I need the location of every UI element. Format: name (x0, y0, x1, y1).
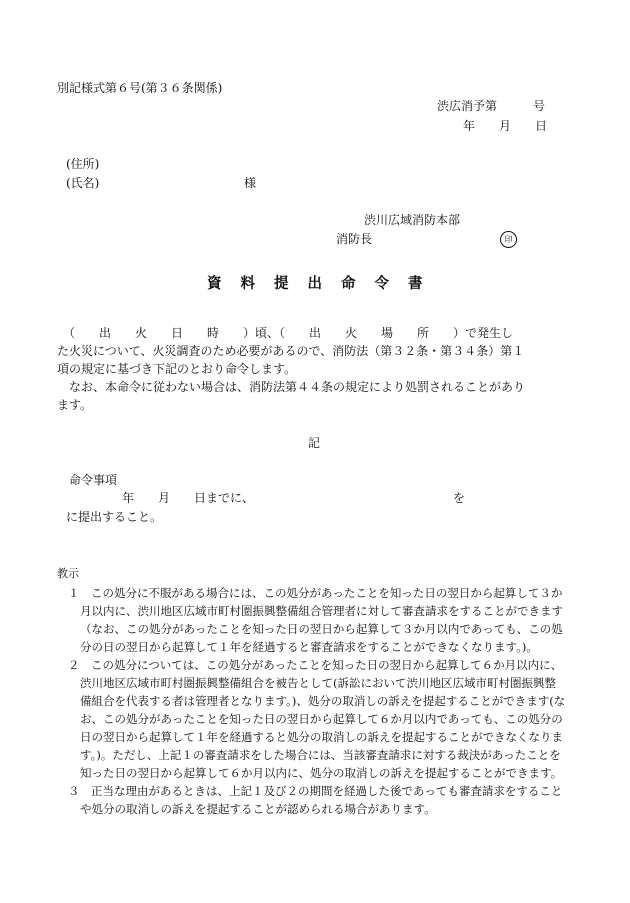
recipient-address-label: (住所) (66, 157, 100, 171)
instruction-line: 知った日の翌日から起算して６か月以内に、処分の取消しの訴えを提起することができます。 (80, 766, 563, 780)
body-line: た火災について、火災調査のため必要があるので、消防法（第３２条・第３４条）第１ (57, 344, 525, 358)
seal-icon: 印 (500, 231, 517, 248)
instruction-line: ２ この処分については、この処分があったことを知った日の翌日から起算して６か月以内に、 (68, 658, 563, 672)
issue-date: 年 月 日 (463, 119, 548, 133)
form-label: 別記様式第６号(第３６条関係) (57, 81, 223, 95)
instruction-line: 日の翌日から起算して１年を経過すると処分の取消しの訴えを提起することができなくなりま (80, 730, 563, 744)
instruction-line: や処分の取消しの訴えを提起することが認められる場合があります。 (80, 802, 436, 816)
order-object-suffix: を (453, 491, 466, 505)
body-line: （ 出 火 日 時 ）頃、（ 出 火 場 所 ）で発生し (57, 326, 514, 340)
recipient-honorific: 様 (244, 176, 257, 190)
instruction-line: １ この処分に不服がある場合には、この処分があったことを知った日の翌日から起算して３か (68, 586, 563, 600)
issuer-title: 消防長 (336, 232, 373, 246)
body-line: 項の規定に基づき下記のとおり命令します。 (57, 362, 297, 376)
instruction-line: ３ 正当な理由があるときは、上記１及び２の期間を経過した後であっても審査請求をすること (68, 784, 563, 798)
order-heading: 命令事項 (69, 473, 118, 487)
document-number: 渋広消予第 号 (437, 99, 546, 113)
instruction-line: （なお、この処分があったことを知った日の翌日から起算して３か月以内であっても、この処 (80, 622, 563, 636)
body-line: なお、本命令に従わない場合は、消防法第４４条の規定により処罰されることがあり (57, 380, 526, 394)
instruction-line: す。)。ただし、上記１の審査請求をした場合には、当該審査請求に対する裁決があったことを (80, 748, 561, 762)
body-line: ます。 (57, 398, 93, 412)
instruction-line: 分の日の翌日から起算して１年を経過すると審査請求をすることができなくなります。)。 (80, 640, 538, 654)
order-deadline: 年 月 日までに、 (122, 491, 255, 505)
instruction-line: 月以内に、渋川地区広域市町村圏振興整備組合管理者に対して審査請求をすることができます (80, 604, 563, 618)
instruction-line: 渋川地区広域市町村圏振興整備組合を被告として(訴訟において渋川地区広域市町村圏振興整 (80, 676, 556, 690)
document-title: 資料提出命令書 (207, 275, 442, 292)
instruction-line: 備組合を代表する者は管理者となります。)、処分の取消しの訴えを提起することができます(な (80, 694, 566, 708)
issuer-org: 渋川広域消防本部 (364, 213, 461, 227)
seal-mark (500, 230, 517, 248)
order-submit-to: に提出すること。 (66, 510, 163, 524)
ki-mark: 記 (308, 436, 321, 450)
instruction-heading: 教示 (57, 567, 79, 580)
instruction-line: お、この処分があったことを知った日の翌日から起算して６か月以内であっても、この処分の (80, 712, 563, 726)
recipient-name-label: (氏名) (66, 176, 100, 190)
